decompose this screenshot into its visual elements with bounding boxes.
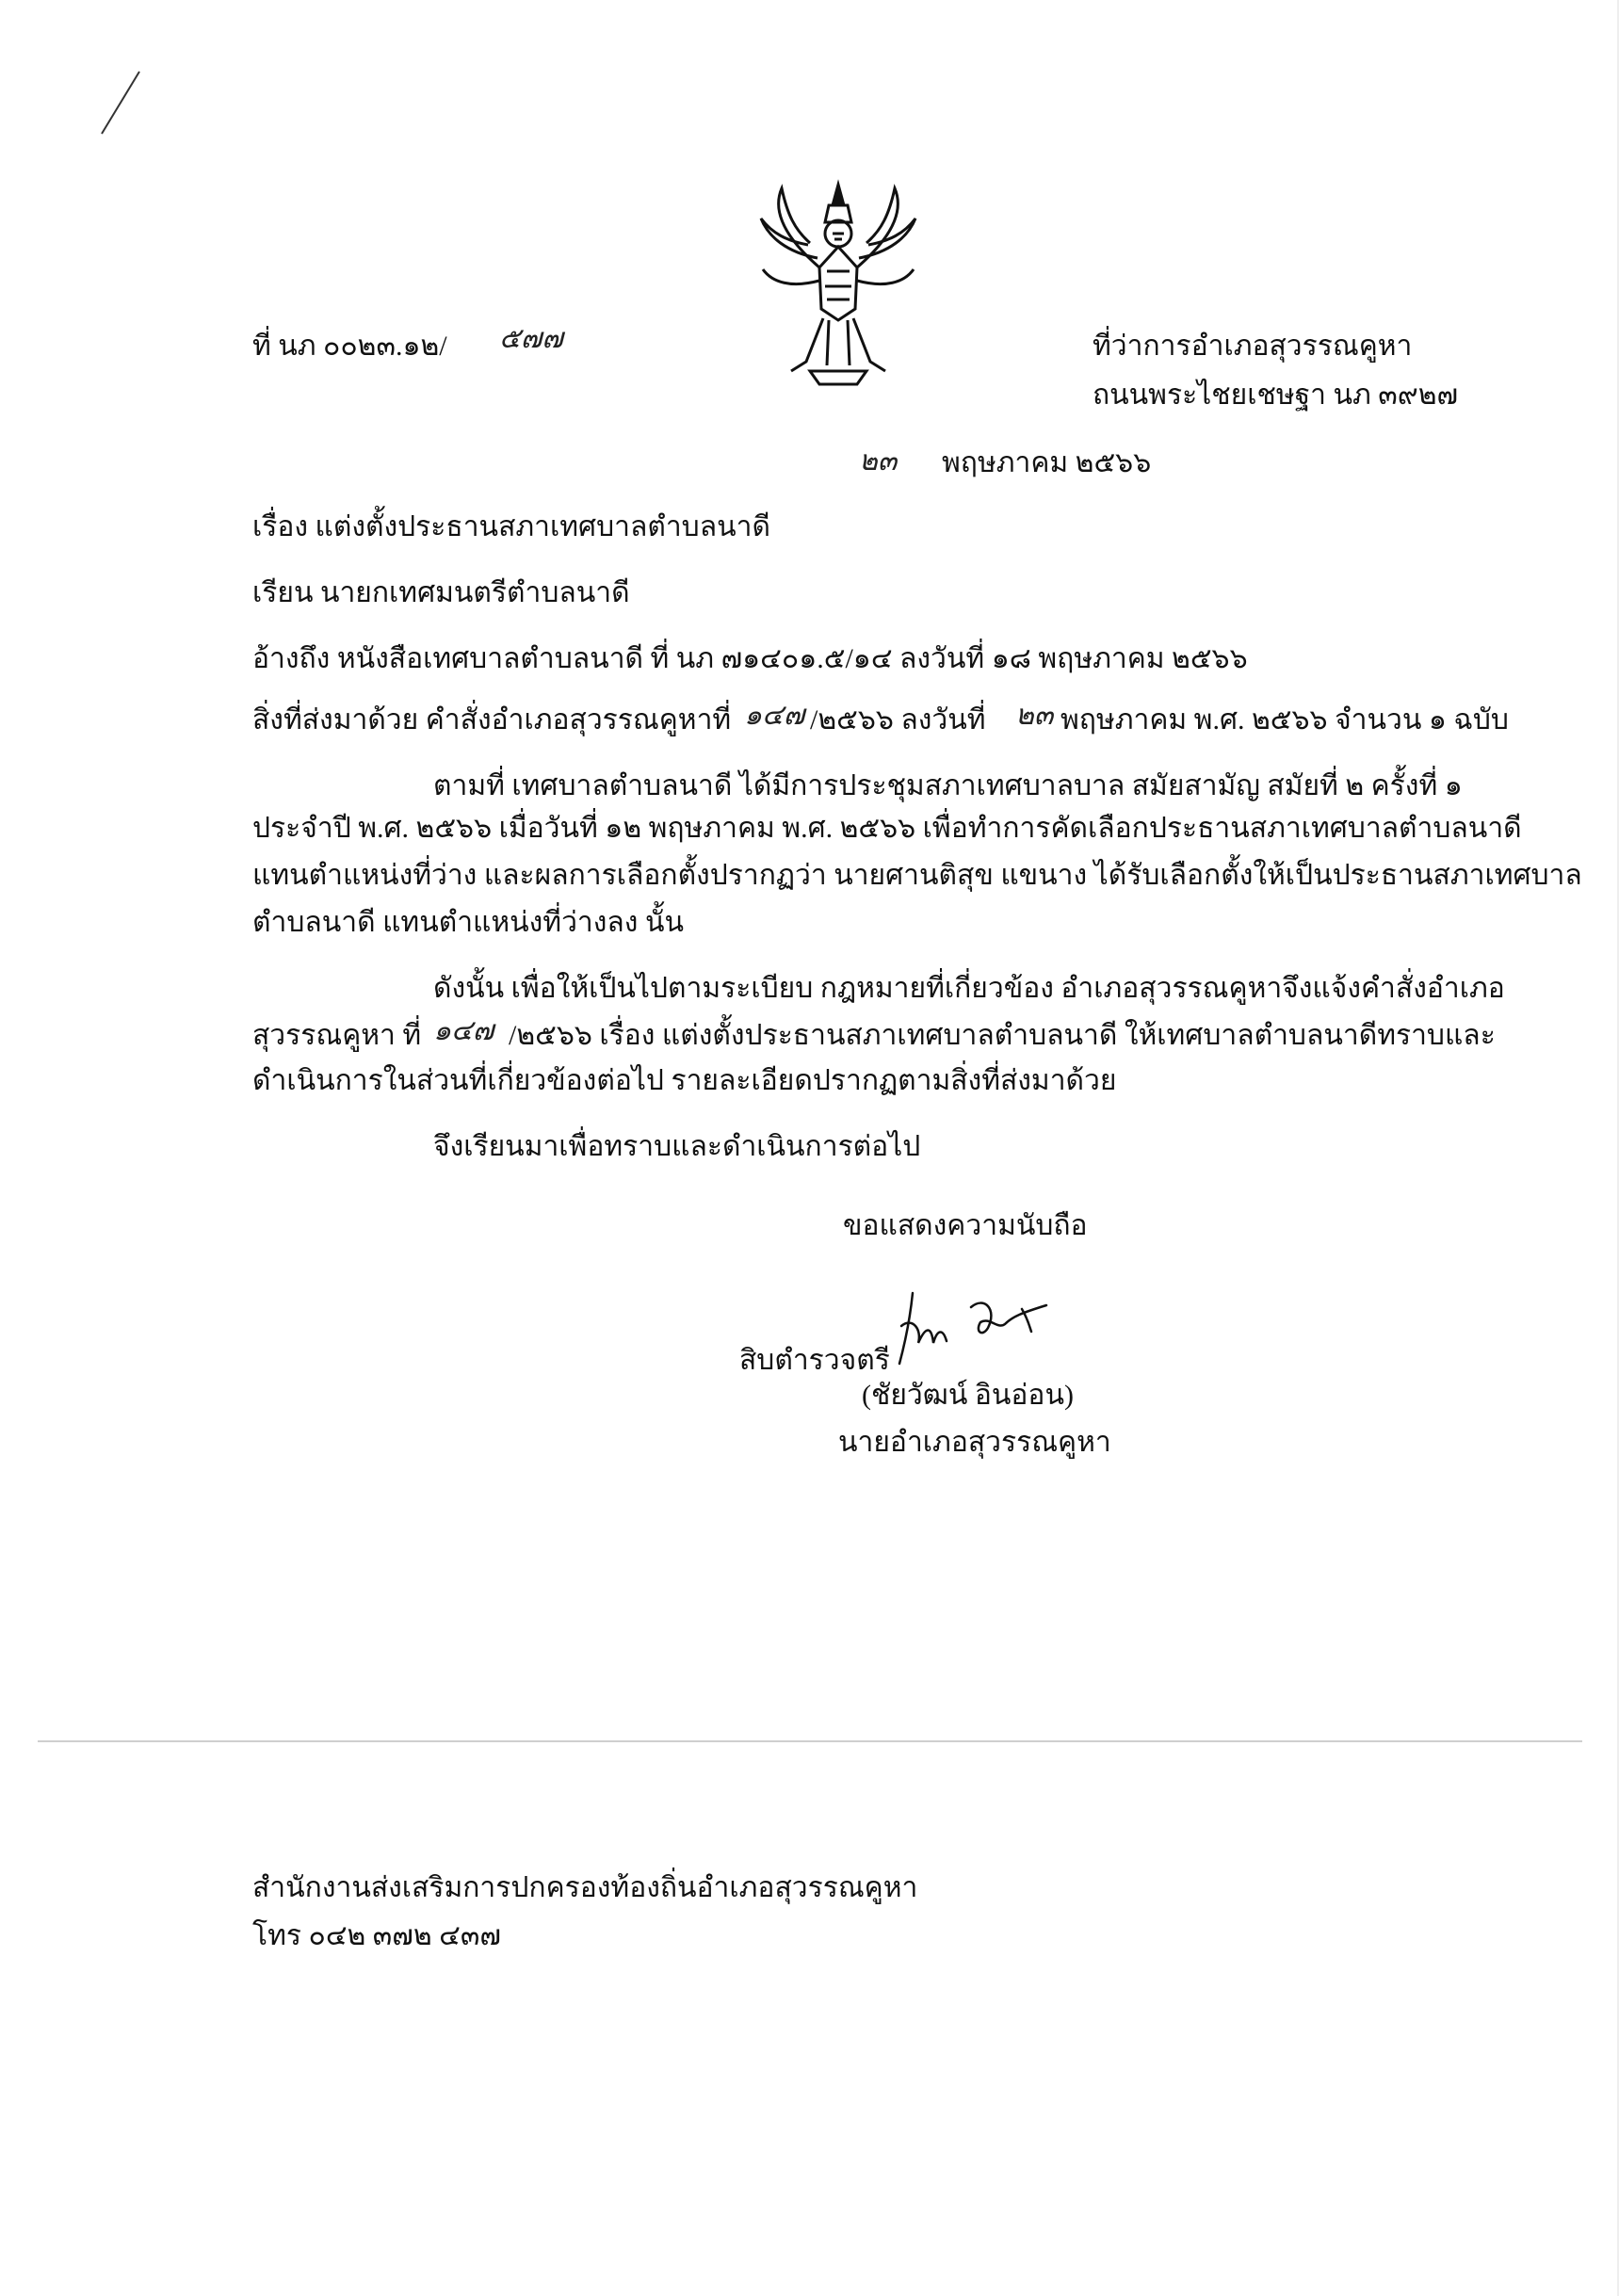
office-name: ที่ว่าการอำเภอสุวรรณคูหา	[1093, 331, 1413, 362]
body-paragraph-3: จึงเรียนมาเพื่อทราบและดำเนินการต่อไป	[433, 1131, 921, 1162]
subject-line: เรื่อง แต่งตั้งประธานสภาเทศบาลตำบลนาดี	[252, 511, 770, 542]
body-paragraph-2-line-2b: /๒๕๖๖ เรื่อง แต่งตั้งประธานสภาเทศบาลตำบลนาดี ให้เทศบาลตำบลนาดีทราบและ	[509, 1020, 1496, 1051]
document-reference: ที่ นภ ๐๐๒๓.๑๒/	[252, 331, 447, 362]
enclosure-details: พฤษภาคม พ.ศ. ๒๕๖๖ จำนวน ๑ ฉบับ	[1060, 704, 1509, 736]
body-paragraph-1-line-4: ตำบลนาดี แทนตำแหน่งที่ว่างลง นั้น	[252, 907, 684, 938]
signatory-rank: สิบตำรวจตรี	[739, 1345, 890, 1376]
footer-phone: โทร ๐๔๒ ๓๗๒ ๔๓๗	[252, 1920, 501, 1951]
body-paragraph-1-line-3: แทนตำแหน่งที่ว่าง และผลการเลือกตั้งปรากฏว่า นายศานติสุข แขนาง ได้รับเลือกตั้งให้เป็นประธานสภาเทศบาล	[252, 860, 1582, 891]
document-date: พฤษภาคม ๒๕๖๖	[942, 447, 1152, 478]
enclosure-order-number: ๑๔๗	[744, 699, 805, 732]
enclosure-label: สิ่งที่ส่งมาด้วย คำสั่งอำเภอสุวรรณคูหาที่	[252, 704, 732, 736]
closing-regards: ขอแสดงความนับถือ	[843, 1210, 1088, 1241]
enclosure-year: /๒๕๖๖ ลงวันที่	[810, 704, 986, 736]
body-paragraph-2-line-2a: สุวรรณคูหา ที่	[252, 1020, 422, 1051]
enclosure-day: ๒๓	[1015, 699, 1054, 732]
reference-line: อ้างถึง หนังสือเทศบาลตำบลนาดี ที่ นภ ๗๑๔๐๑.๕/๑๔ ลงวันที่ ๑๘ พฤษภาคม ๒๕๖๖	[252, 643, 1248, 674]
body-paragraph-1-line-1: ตามที่ เทศบาลตำบลนาดี ได้มีการประชุมสภาเทศบาลบาล สมัยสามัญ สมัยที่ ๒ ครั้งที่ ๑	[433, 770, 1463, 801]
office-address: ถนนพระไชยเชษฐา นภ ๓๙๒๗	[1093, 380, 1459, 411]
divider	[38, 1740, 1582, 1742]
body-paragraph-2-line-3: ดำเนินการในส่วนที่เกี่ยวข้องต่อไป รายละเอียดปรากฏตามสิ่งที่ส่งมาด้วย	[252, 1065, 1117, 1096]
date-day-handwritten: ๒๓	[859, 445, 898, 477]
footer-office: สำนักงานส่งเสริมการปกครองท้องถิ่นอำเภอสุวรรณคูหา	[252, 1872, 918, 1903]
body-paragraph-1-line-2: ประจำปี พ.ศ. ๒๕๖๖ เมื่อวันที่ ๑๒ พฤษภาคม พ.ศ. ๒๕๖๖ เพื่อทำการคัดเลือกประธานสภาเทศบาลตำบลนาดี	[252, 813, 1522, 844]
recipient-line: เรียน นายกเทศมนตรีตำบลนาดี	[252, 577, 630, 608]
garuda-emblem	[753, 177, 923, 389]
signatory-title: นายอำเภอสุวรรณคูหา	[838, 1427, 1111, 1458]
body-order-number: ๑๔๗	[433, 1014, 494, 1047]
pen-mark	[94, 66, 151, 141]
signatory-name: (ชัยวัฒน์ อินอ่อน)	[862, 1380, 1074, 1411]
body-paragraph-2-line-1: ดังนั้น เพื่อให้เป็นไปตามระเบียบ กฎหมายที่เกี่ยวข้อง อำเภอสุวรรณคูหาจึงแจ้งคำสั่งอำเภอ	[433, 973, 1505, 1004]
document-reference-handwritten: ๕๗๗	[499, 322, 563, 355]
signature	[881, 1288, 1069, 1373]
